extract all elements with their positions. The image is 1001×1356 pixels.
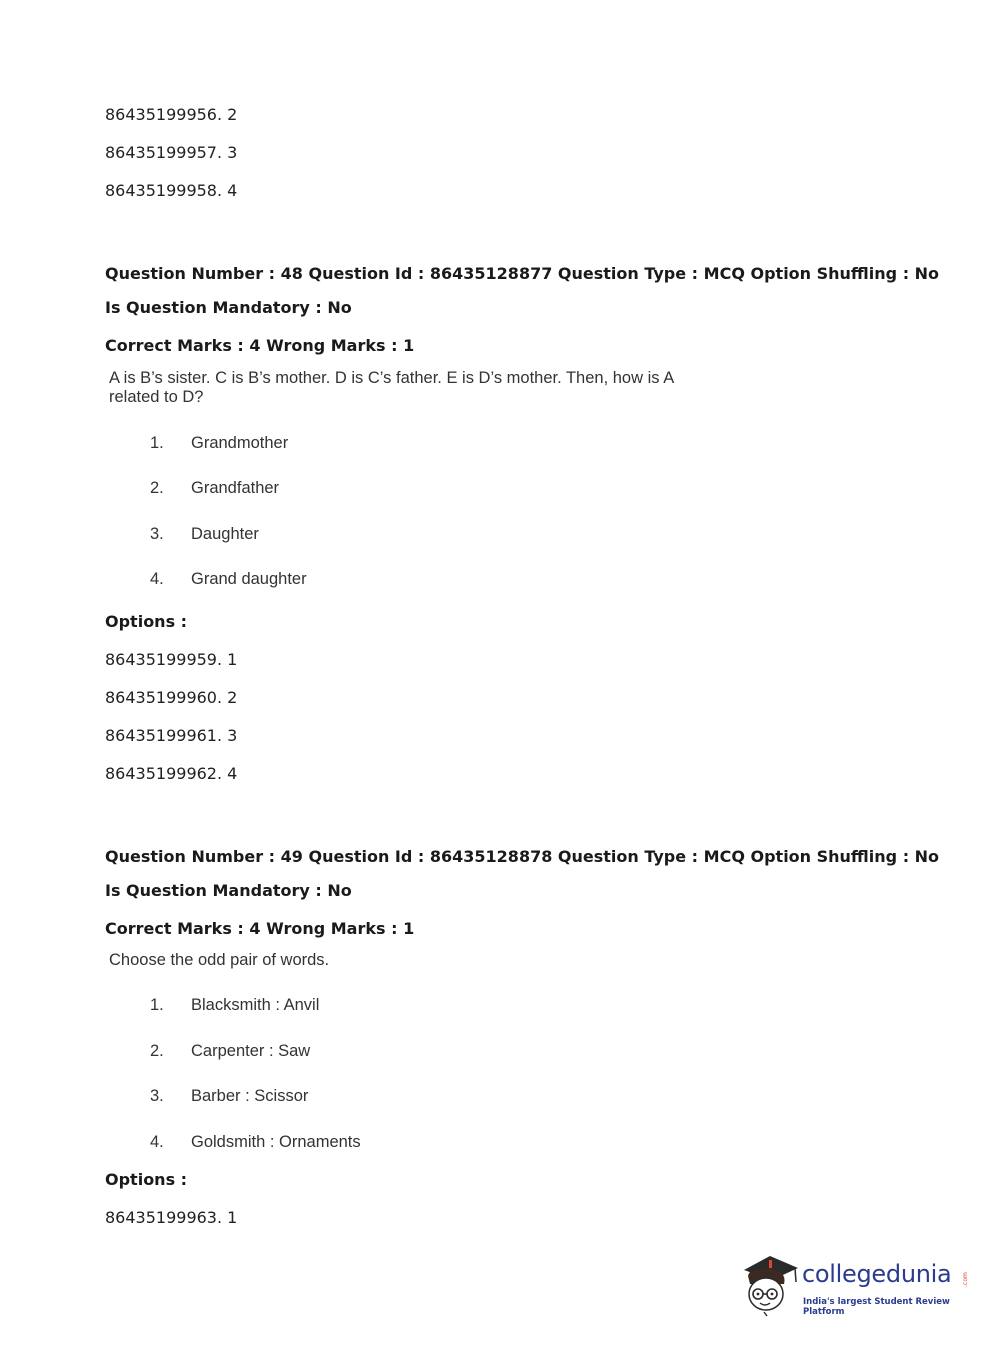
choice-text: Grandmother <box>191 434 289 452</box>
choice-text: Carpenter : Saw <box>191 1042 311 1060</box>
question-header: Question Number : 49 Question Id : 86435128878 Question Type : MCQ Option Shuffling : No <box>105 847 940 866</box>
question-mandatory: Is Question Mandatory : No <box>105 298 352 317</box>
choice-number: 1. <box>150 996 164 1014</box>
logo-wordmark: collegedunia <box>802 1260 952 1288</box>
choice-text: Blacksmith : Anvil <box>191 996 320 1014</box>
logo-domain-suffix: .com <box>961 1272 969 1287</box>
question-text-line: related to D? <box>109 388 204 406</box>
question-marks: Correct Marks : 4 Wrong Marks : 1 <box>105 919 415 938</box>
question-mandatory: Is Question Mandatory : No <box>105 881 352 900</box>
choice-number: 2. <box>150 1042 164 1060</box>
choice-number: 3. <box>150 1087 164 1105</box>
choice-number: 4. <box>150 1133 164 1151</box>
choice-number: 3. <box>150 525 164 543</box>
student-mascot-icon <box>740 1246 802 1320</box>
choice-number: 2. <box>150 479 164 497</box>
choice-text: Goldsmith : Ornaments <box>191 1133 361 1151</box>
option-id-line: 86435199961. 3 <box>105 726 238 745</box>
choice-text: Grand daughter <box>191 570 307 588</box>
choice-text: Daughter <box>191 525 259 543</box>
question-text-line: A is B’s sister. C is B’s mother. D is C’s father. E is D’s mother. Then, how is A <box>109 369 675 387</box>
choice-text: Barber : Scissor <box>191 1087 309 1105</box>
logo-tagline: India's largest Student Review Platform <box>803 1297 950 1317</box>
choice-text: Grandfather <box>191 479 280 497</box>
collegedunia-logo <box>740 1246 970 1320</box>
choice-number: 4. <box>150 570 164 588</box>
choice-number: 1. <box>150 434 164 452</box>
question-text-line: Choose the odd pair of words. <box>109 951 330 969</box>
option-id-line: 86435199956. 2 <box>105 105 238 124</box>
question-header: Question Number : 48 Question Id : 86435128877 Question Type : MCQ Option Shuffling : No <box>105 264 940 283</box>
option-id-line: 86435199959. 1 <box>105 650 238 669</box>
question-marks: Correct Marks : 4 Wrong Marks : 1 <box>105 336 415 355</box>
options-label: Options : <box>105 612 188 631</box>
option-id-line: 86435199957. 3 <box>105 143 238 162</box>
option-id-line: 86435199962. 4 <box>105 764 238 783</box>
option-id-line: 86435199960. 2 <box>105 688 238 707</box>
option-id-line: 86435199963. 1 <box>105 1208 238 1227</box>
options-label: Options : <box>105 1170 188 1189</box>
option-id-line: 86435199958. 4 <box>105 181 238 200</box>
